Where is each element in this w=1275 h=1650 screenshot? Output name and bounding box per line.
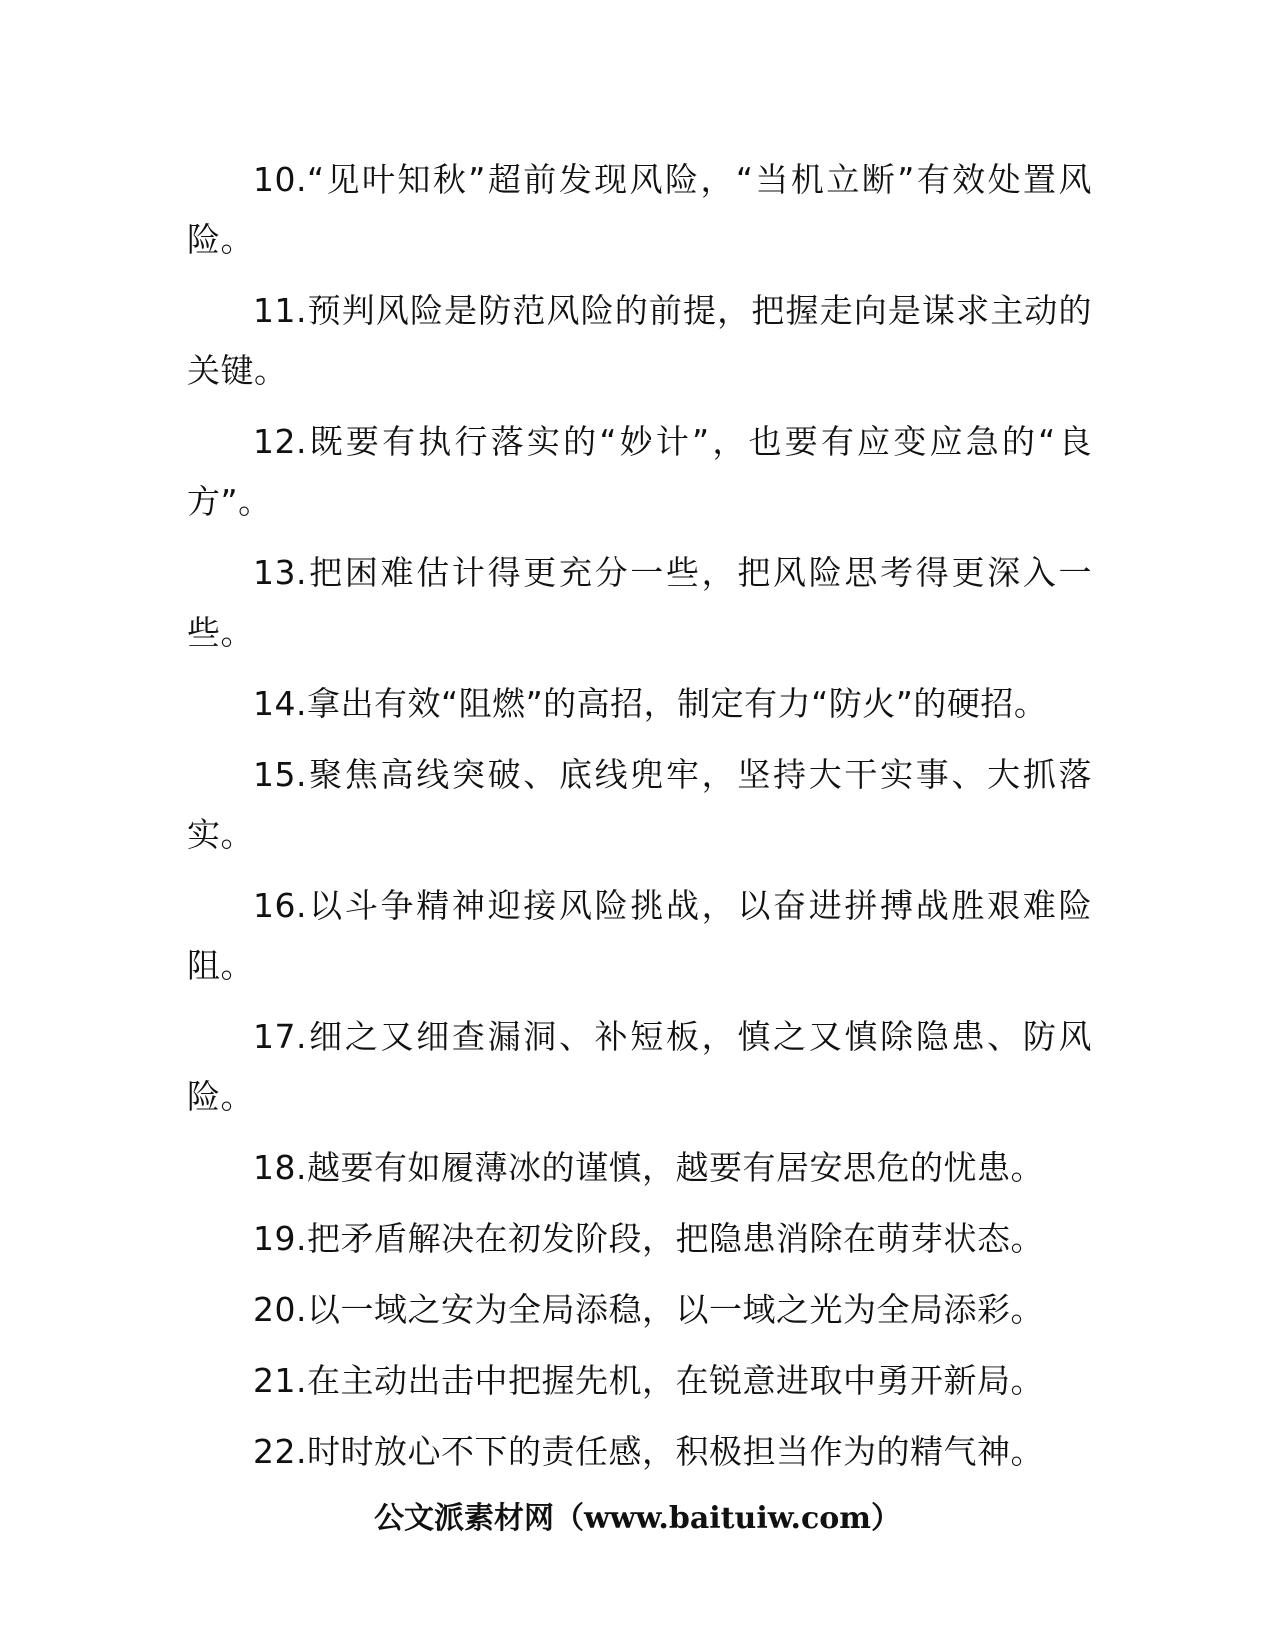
paragraph-19: 19.把矛盾解决在初发阶段，把隐患消除在萌芽状态。	[253, 1219, 1044, 1258]
paragraph-12: 12.既要有执行落实的“妙计”，也要有应变应急的“良方”。	[187, 422, 1092, 521]
paragraph-16: 16.以斗争精神迎接风险挑战，以奋进拼搏战胜艰难险阻。	[187, 886, 1092, 985]
paragraph-21: 21.在主动出击中把握先机，在锐意进取中勇开新局。	[253, 1361, 1044, 1400]
paragraph-18: 18.越要有如履薄冰的谨慎，越要有居安思危的忧患。	[253, 1148, 1044, 1187]
paragraph-11: 11.预判风险是防范风险的前提，把握走向是谋求主动的关键。	[187, 291, 1092, 390]
page-footer-watermark: 公文派素材网（www.baituiw.com）	[373, 1501, 902, 1536]
paragraph-13: 13.把困难估计得更充分一些，把风险思考得更深入一些。	[187, 553, 1092, 652]
document-body	[187, 150, 1092, 1493]
paragraph-20: 20.以一域之安为全局添稳，以一域之光为全局添彩。	[253, 1290, 1044, 1329]
paragraph-15: 15.聚焦高线突破、底线兜牢，坚持大干实事、大抓落实。	[187, 755, 1092, 854]
paragraph-22: 22.时时放心不下的责任感，积极担当作为的精气神。	[253, 1432, 1044, 1471]
paragraph-14: 14.拿出有效“阻燃”的高招，制定有力“防火”的硬招。	[253, 684, 1048, 723]
paragraph-10: 10.“见叶知秋”超前发现风险，“当机立断”有效处置风险。	[187, 160, 1092, 259]
paragraph-17: 17.细之又细查漏洞、补短板，慎之又慎除隐患、防风险。	[187, 1017, 1092, 1116]
